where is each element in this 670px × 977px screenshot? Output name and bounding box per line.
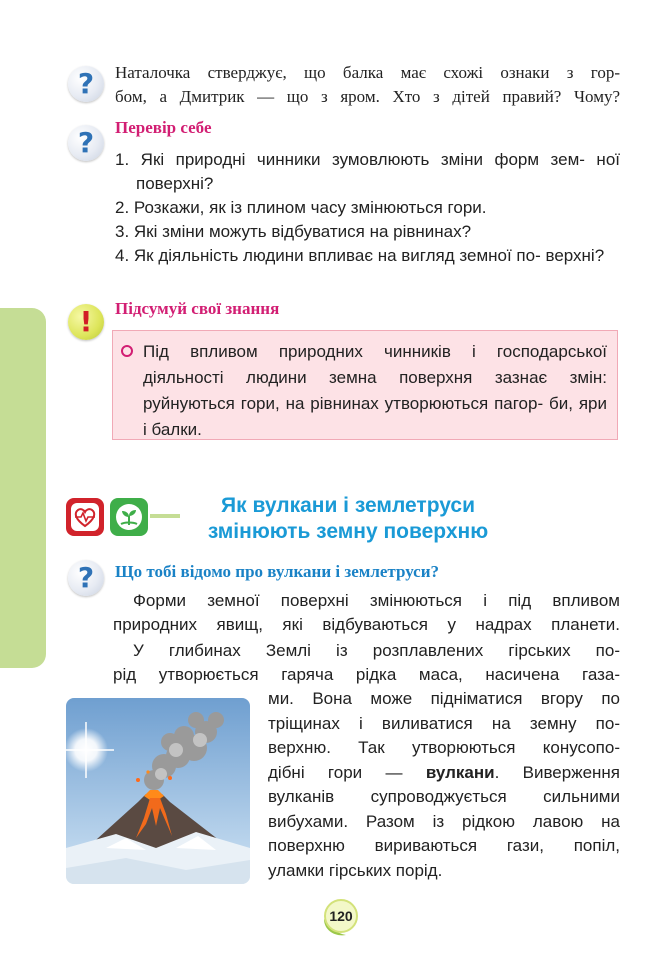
question-icon: ? bbox=[68, 125, 104, 161]
text-line: природних явищ, які відбуваються у надрах планети. bbox=[113, 615, 620, 634]
section-title bbox=[178, 493, 518, 545]
title-bar bbox=[150, 514, 180, 518]
main-text-wrap bbox=[268, 687, 620, 883]
summary-text: Під впливом природних чинників і господарської діяльності людини земна поверхня зазнає змін: руйнуються гори, на рівнинах утворюються пагор- би, яри і балки. bbox=[143, 342, 607, 439]
intro-line-1: Наталочка стверджує, що балка має схожі ознаки з гор- bbox=[115, 63, 620, 82]
check-yourself-heading: Перевір себе bbox=[115, 118, 212, 137]
text-fragment: дібні гори — bbox=[268, 762, 403, 782]
text-line bbox=[268, 761, 620, 786]
text-line: тріщинах і виливатися на земну по- bbox=[268, 713, 620, 733]
text-line: вулканів супроводжується сильними bbox=[268, 787, 620, 806]
text-line: верхню. Так утворюються конусопо- bbox=[268, 738, 620, 757]
main-text-top bbox=[113, 589, 620, 687]
text-line: уламки гірських порід. bbox=[268, 860, 443, 880]
list-item: 2. Розкажи, як із плином часу змінюються гори. bbox=[115, 198, 487, 217]
term-volcanoes: вулкани bbox=[425, 762, 495, 782]
page-number: 120 bbox=[324, 899, 358, 933]
question-icon: ? bbox=[68, 560, 104, 596]
check-yourself-list bbox=[115, 148, 620, 268]
summary-box bbox=[112, 330, 618, 440]
volcano-illustration bbox=[66, 698, 250, 884]
bullet-ring-icon bbox=[121, 345, 133, 357]
section-title-line-1: Як вулкани і землетруси bbox=[221, 494, 475, 517]
section-title-line-2: змінюють земну поверхню bbox=[207, 520, 489, 543]
sprout-icon bbox=[110, 498, 148, 536]
exclamation-icon: ! bbox=[68, 304, 104, 340]
text-line: вибухами. Разом із рідкою лавою на bbox=[268, 811, 620, 831]
text-line: Форми земної поверхні змінюються і під впливом bbox=[133, 591, 620, 610]
side-tab bbox=[0, 308, 46, 668]
summary-heading: Підсумуй свої знання bbox=[115, 299, 280, 318]
list-item: 4. Як діяльність людини впливає на вигляд земної по- верхні? bbox=[115, 246, 605, 265]
list-item: 3. Які зміни можуть відбуватися на рівнинах? bbox=[115, 222, 472, 241]
text-line: поверхню вириваються гази, попіл, bbox=[268, 836, 620, 855]
text-fragment: . Виверження bbox=[494, 762, 620, 782]
question-icon: ? bbox=[68, 66, 104, 102]
page-number-badge bbox=[320, 897, 360, 937]
text-line: рід утворюється гаряча рідка маса, насичена газа- bbox=[113, 665, 620, 684]
what-you-know-heading: Що тобі відомо про вулкани і землетруси? bbox=[115, 562, 440, 581]
heart-monitor-icon bbox=[66, 498, 104, 536]
intro-question bbox=[115, 61, 620, 109]
text-line: У глибинах Землі із розплавлених гірських по- bbox=[133, 641, 620, 660]
text-line: ми. Вона може підніматися вгору по bbox=[268, 689, 620, 708]
list-item: 1. Які природні чинники зумовлюють зміни форм зем- ної поверхні? bbox=[115, 150, 620, 193]
intro-line-2: бом, а Дмитрик — що з яром. Хто з дітей правий? Чому? bbox=[115, 87, 620, 106]
